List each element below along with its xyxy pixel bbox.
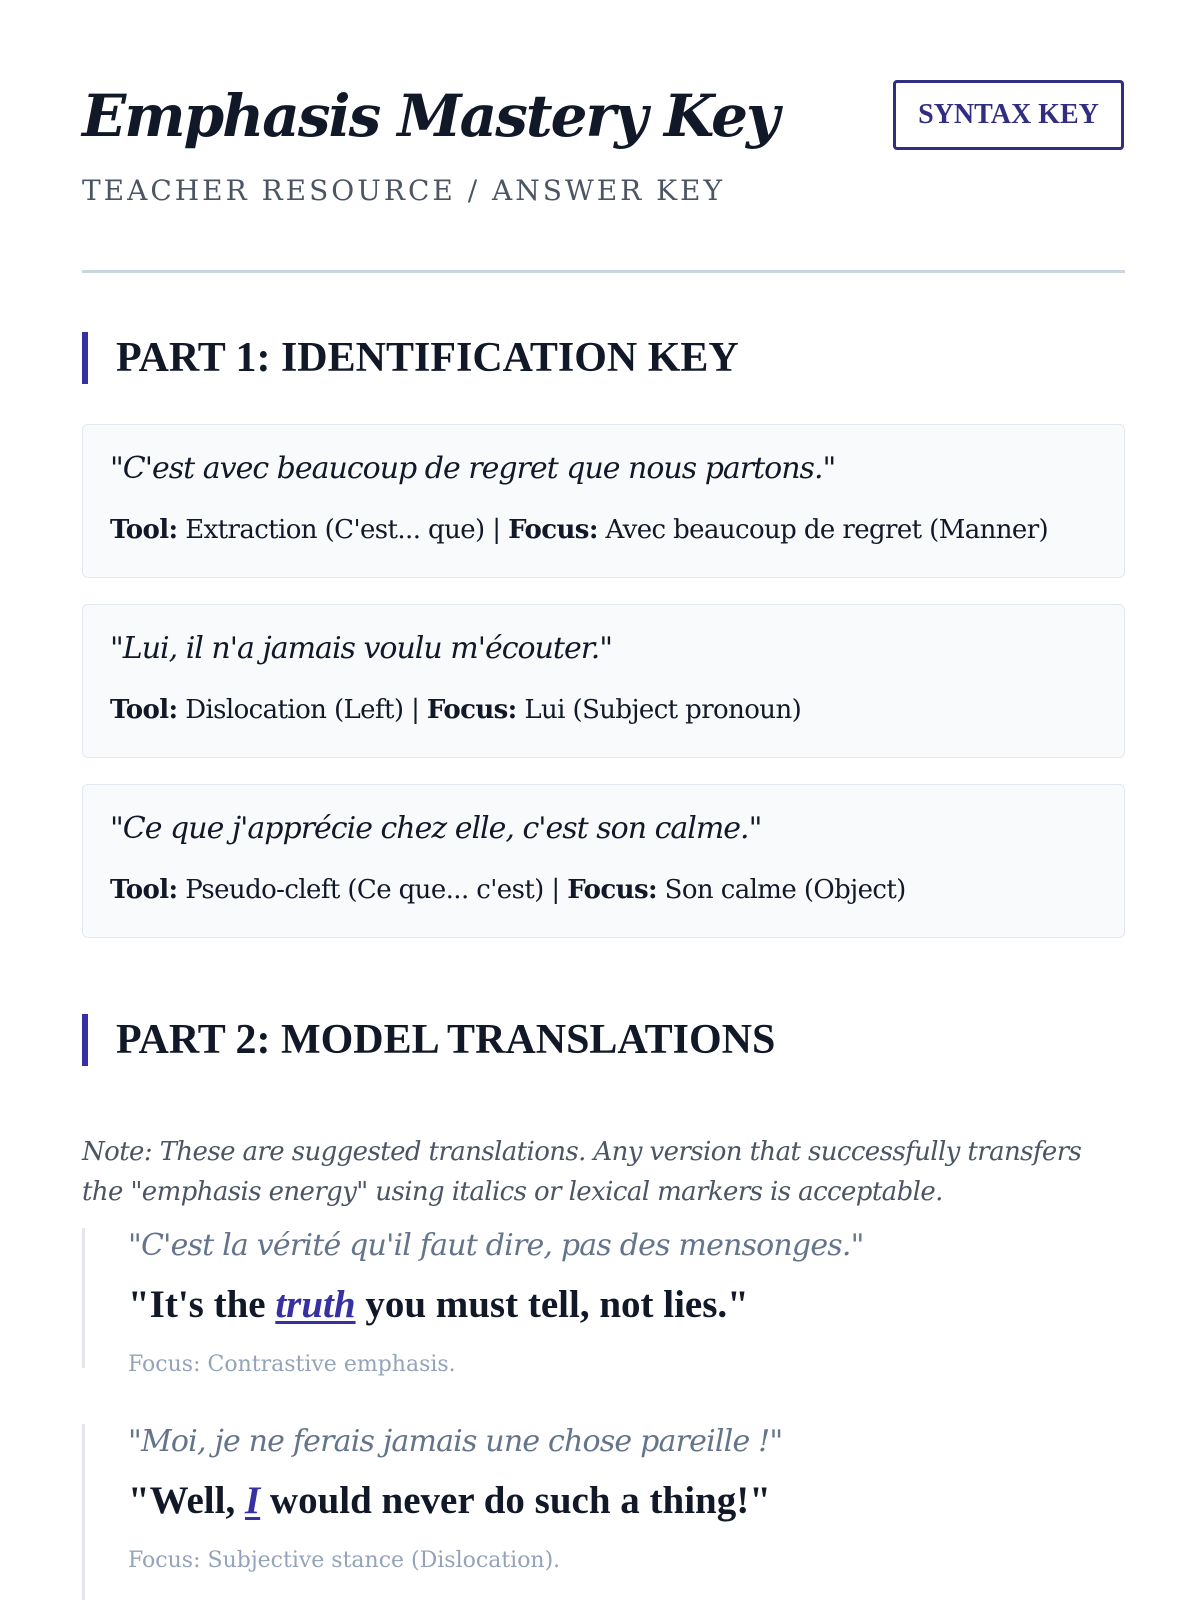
- english-translation: [128, 1282, 749, 1327]
- focus-note: Focus: Subjective stance (Dislocation).: [128, 1548, 561, 1573]
- focus-label: Focus:: [508, 515, 598, 545]
- focus-label: Focus:: [426, 695, 517, 725]
- tool-value: Dislocation (Left): [185, 695, 404, 725]
- tool-value: Extraction (C'est... que): [185, 515, 485, 545]
- translation-text: would never do such a thing!": [260, 1479, 771, 1522]
- card-meta: [110, 875, 906, 905]
- emphasized-word: I: [244, 1479, 261, 1522]
- tool-value: Pseudo-cleft (Ce que... c'est): [185, 875, 544, 905]
- translation-text: you must tell, not lies.": [355, 1283, 749, 1326]
- meta-separator: |: [492, 515, 501, 545]
- part2-heading: PART 2: MODEL TRANSLATIONS: [82, 1014, 775, 1066]
- english-translation: [128, 1478, 771, 1523]
- translation-example: [82, 1228, 1125, 1377]
- focus-note: Focus: Contrastive emphasis.: [128, 1352, 456, 1377]
- focus-value: Son calme (Object): [664, 875, 906, 905]
- card-meta: [110, 515, 1048, 545]
- tool-label: Tool:: [110, 515, 178, 545]
- header-divider: [82, 270, 1125, 273]
- tool-label: Tool:: [110, 875, 178, 905]
- focus-value: Lui (Subject pronoun): [524, 695, 802, 725]
- translation-text: "Well,: [128, 1479, 245, 1522]
- card-quote: "Lui, il n'a jamais voulu m'écouter.": [110, 631, 613, 666]
- french-sentence: "Moi, je ne ferais jamais une chose pareille !": [128, 1424, 783, 1459]
- french-sentence: "C'est la vérité qu'il faut dire, pas des mensonges.": [128, 1228, 864, 1263]
- translation-example: [82, 1424, 1125, 1600]
- tool-label: Tool:: [110, 695, 178, 725]
- identification-card: [82, 604, 1125, 758]
- syntax-key-button[interactable]: SYNTAX KEY: [893, 80, 1124, 150]
- focus-label: Focus:: [567, 875, 657, 905]
- card-quote: "C'est avec beaucoup de regret que nous partons.": [110, 451, 836, 486]
- card-meta: [110, 695, 801, 725]
- meta-separator: |: [411, 695, 420, 725]
- page-subtitle: TEACHER RESOURCE / ANSWER KEY: [82, 174, 725, 207]
- meta-separator: |: [551, 875, 560, 905]
- identification-card: [82, 784, 1125, 938]
- part1-heading: PART 1: IDENTIFICATION KEY: [82, 332, 739, 384]
- emphasized-word: truth: [275, 1283, 356, 1326]
- page-title: Emphasis Mastery Key: [82, 82, 778, 150]
- identification-card: [82, 424, 1125, 578]
- translation-note: Note: These are suggested translations. Any version that successfully transfers the "emphasis energy" using italics or lexical markers is acceptable.: [82, 1137, 1082, 1207]
- card-quote: "Ce que j'apprécie chez elle, c'est son calme.": [110, 811, 762, 846]
- translation-text: "It's the: [128, 1283, 276, 1326]
- focus-value: Avec beaucoup de regret (Manner): [605, 515, 1049, 545]
